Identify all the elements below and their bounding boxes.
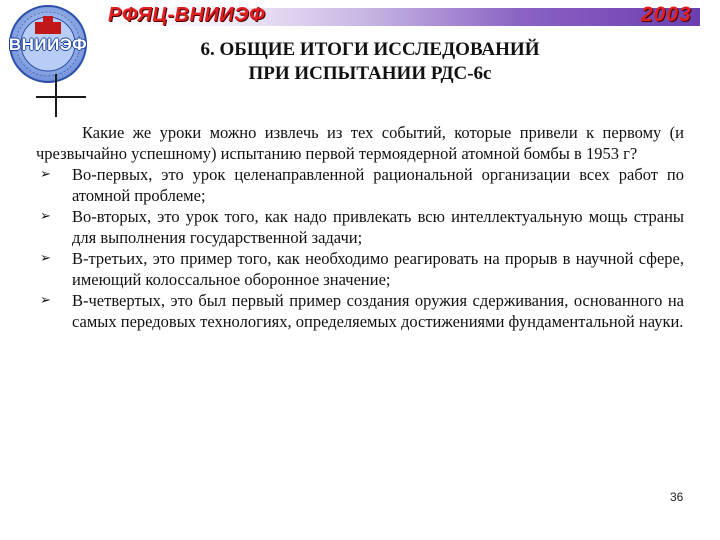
intro-paragraph: Какие же уроки можно извлечь из тех событий, которые привели к первому (и чрезвычайно успешному) испытанию первой термоядерной атомной бомбы в 1953 г? xyxy=(36,123,684,163)
slide-title xyxy=(150,38,590,86)
list-item xyxy=(36,206,684,248)
arrowhead-bullet-icon: ➢ xyxy=(40,293,51,308)
page-number: 36 xyxy=(670,490,684,504)
list-item-text: В-четвертых, это был первый пример создания оружия сдерживания, основанного на самых передовых технологиях, определяемых достижениями фундаментальной науки. xyxy=(72,291,684,331)
title-line-2: ПРИ ИСПЫТАНИИ РДС-6с xyxy=(248,63,492,84)
arrowhead-bullet-icon: ➢ xyxy=(40,209,51,224)
list-item-text: Во-вторых, это урок того, как надо привлекать всю интеллектуальную мощь страны для выполнения государственной задачи; xyxy=(72,207,684,247)
crosshair-horizontal xyxy=(36,96,86,98)
list-item xyxy=(36,290,684,332)
list-item xyxy=(36,164,684,206)
logo-caption: ВНИИЭФ xyxy=(8,35,88,54)
list-item xyxy=(36,248,684,290)
title-line-1: 6. ОБЩИЕ ИТОГИ ИССЛЕДОВАНИЙ xyxy=(200,39,540,60)
slide-body xyxy=(36,122,684,332)
lessons-list xyxy=(36,164,684,332)
org-name: РФЯЦ-ВНИИЭФ xyxy=(108,4,266,26)
list-item-text: В-третьих, это пример того, как необходимо реагировать на прорыв в научной сфере, имеющий колоссальное оборонное значение; xyxy=(72,249,684,289)
list-item-text: Во-первых, это урок целенаправленной рациональной организации всех работ по атомной проблеме; xyxy=(72,165,684,205)
arrowhead-bullet-icon: ➢ xyxy=(40,251,51,266)
year-label: 2003 xyxy=(641,3,692,26)
arrowhead-bullet-icon: ➢ xyxy=(40,167,51,182)
